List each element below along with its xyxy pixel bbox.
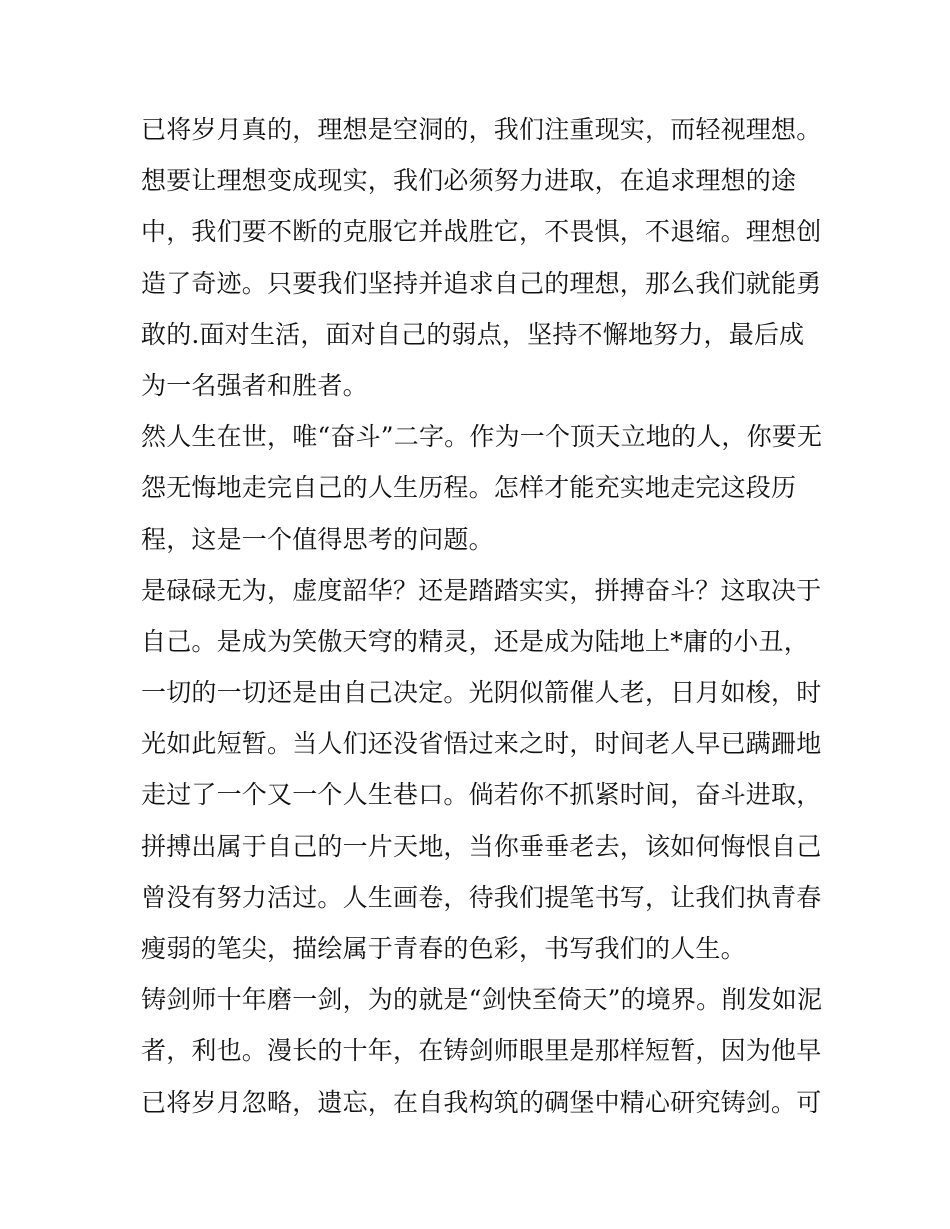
text-line: 铸剑师十年磨一剑，为的就是“剑快至倚天”的境界。削发如泥 — [141, 985, 823, 1015]
text-line: 光如此短暂。当人们还没省悟过来之时，时间老人早已蹒跚地 — [141, 729, 822, 759]
text-line: 已将岁月忽略，遗忘，在自我构筑的碉堡中精心研究铸剑。可 — [141, 1087, 822, 1117]
text-line: 造了奇迹。只要我们坚持并追求自己的理想，那么我们就能勇 — [141, 268, 822, 298]
text-line: 已将岁月真的，理想是空洞的，我们注重现实，而轻视理想。 — [141, 115, 822, 144]
text-line: 怨无悔地走完自己的人生历程。怎样才能充实地走完这段历 — [141, 473, 797, 503]
document-body — [141, 104, 821, 1128]
text-line: 曾没有努力活过。人生画卷，待我们提笔书写，让我们执青春 — [141, 882, 822, 912]
text-line: 瘦弱的笔尖，描绘属于青春的色彩，书写我们的人生。 — [141, 934, 746, 963]
text-line: 者，利也。漫长的十年，在铸剑师眼里是那样短暂，因为他早 — [141, 1036, 822, 1066]
text-line: 是碌碌无为，虚度韶华？还是踏踏实实，拼搏奋斗？这取决于 — [141, 575, 822, 605]
text-line: 自己。是成为笑傲天穹的精灵，还是成为陆地上*庸的小丑， — [141, 626, 809, 656]
text-line: 敢的.面对生活，面对自己的弱点，坚持不懈地努力，最后成 — [141, 319, 805, 349]
text-line: 为一名强者和胜者。 — [141, 370, 368, 400]
text-line: 想要让理想变成现实，我们必须努力进取，在追求理想的途 — [141, 166, 797, 196]
text-line: 拼搏出属于自己的一片天地，当你垂垂老去，该如何悔恨自己 — [141, 831, 822, 861]
text-line: 然人生在世，唯“奋斗”二字。作为一个顶天立地的人，你要无 — [141, 422, 823, 452]
text-line: 程，这是一个值得思考的问题。 — [141, 524, 494, 554]
text-line: 走过了一个又一个人生巷口。倘若你不抓紧时间，奋斗进取， — [141, 780, 822, 810]
text-line: 一切的一切还是由自己决定。光阴似箭催人老，日月如梭，时 — [141, 678, 822, 708]
text-line: 中，我们要不断的克服它并战胜它，不畏惧，不退缩。理想创 — [141, 217, 822, 247]
